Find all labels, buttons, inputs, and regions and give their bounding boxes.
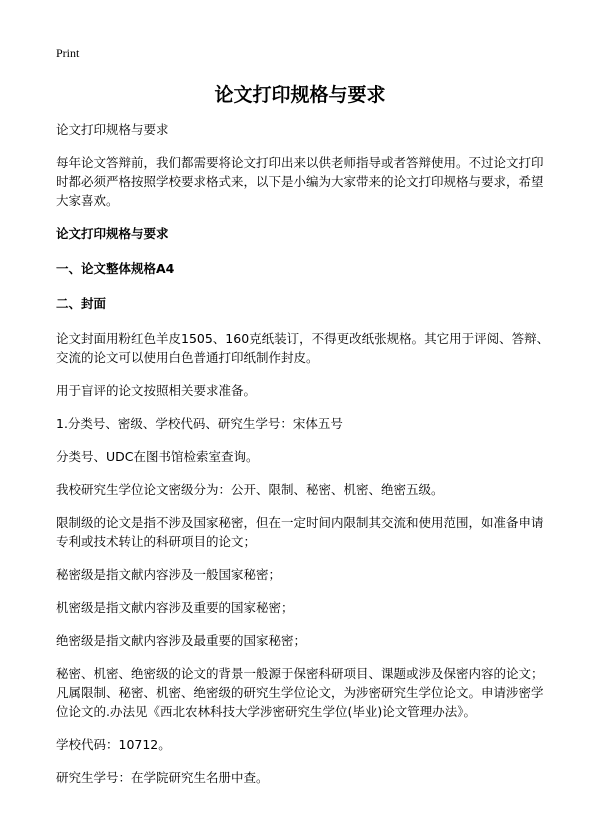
paragraph: 我校研究生学位论文密级分为：公开、限制、秘密、机密、绝密五级。 <box>56 482 444 497</box>
paragraph: 机密级是指文献内容涉及重要的国家秘密； <box>56 600 294 615</box>
paragraph: 限制级的论文是指不涉及国家秘密，但在一定时间内限制其交流和使用范围，如准备申请专利或技术转让的科研项目的论文； <box>56 515 544 549</box>
paragraph: 1.分类号、密级、学校代码、研究生学号：宋体五号 <box>56 416 343 431</box>
paragraph: 研究生学号：在学院研究生名册中查。 <box>56 770 269 785</box>
paragraph: 分类号、UDC在图书馆检索室查询。 <box>56 449 259 464</box>
intro-paragraph: 每年论文答辩前，我们都需要将论文打印出来以供老师指导或者答辩使用。不过论文打印时都必须严格按照学校要求格式来，以下是小编为大家带来的论文打印规格与要求，希望大家喜欢。 <box>56 155 544 208</box>
section-heading: 一、论文整体规格A4 <box>56 261 175 276</box>
section-heading: 论文打印规格与要求 <box>56 226 169 241</box>
paragraph: 用于盲评的论文按照相关要求准备。 <box>56 383 257 398</box>
paragraph: 秘密、机密、绝密级的论文的背景一般源于保密科研项目、课题或涉及保密内容的论文；凡属限制、秘密、机密、绝密级的研究生学位论文，为涉密研究生学位论文。申请涉密学位论文的.办法见《西北农林科技大学涉密研究生学位(毕业)论文管理办法》。 <box>56 666 544 719</box>
paragraph: 秘密级是指文献内容涉及一般国家秘密； <box>56 567 282 582</box>
print-link[interactable]: Print <box>56 46 80 60</box>
paragraph: 绝密级是指文献内容涉及最重要的国家秘密； <box>56 633 307 648</box>
paragraph: 学校代码：10712。 <box>56 737 171 752</box>
intro-subtitle: 论文打印规格与要求 <box>56 122 169 137</box>
section-heading: 二、封面 <box>56 296 107 311</box>
page-title: 论文打印规格与要求 <box>214 84 386 106</box>
article-body <box>56 120 551 801</box>
paragraph: 论文封面用粉红色羊皮1505、160克纸装订，不得更改纸张规格。其它用于评阅、答辩、交流的论文可以使用白色普通打印纸制作封皮。 <box>56 331 550 365</box>
